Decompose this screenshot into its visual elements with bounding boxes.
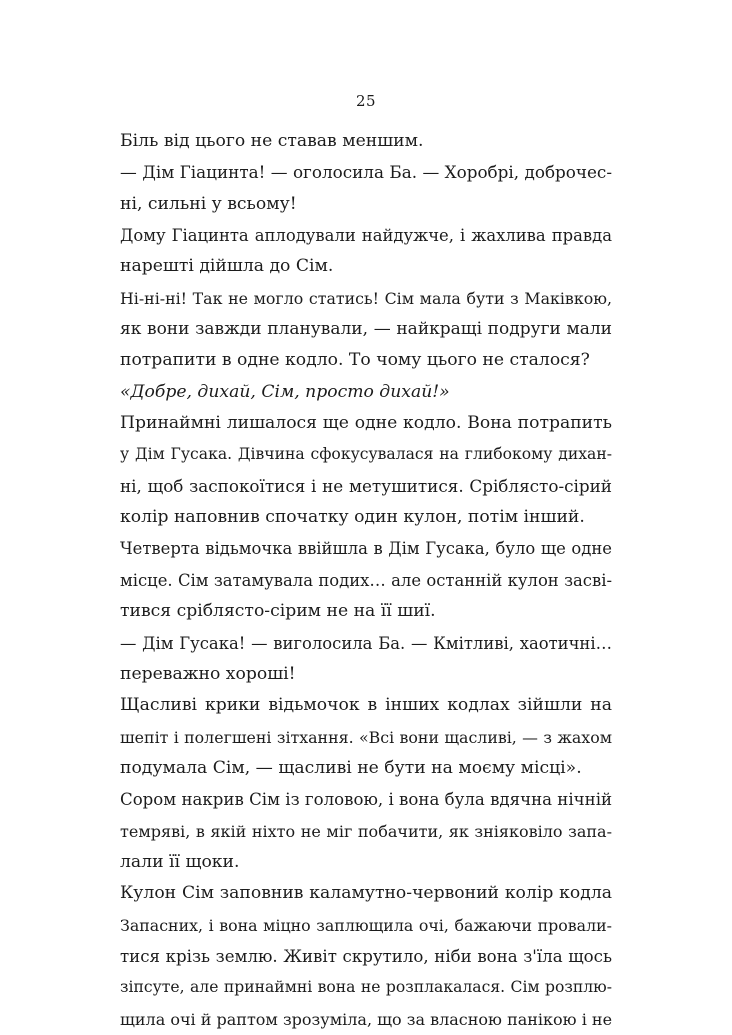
text-line: Запасних, і вона міцно заплющила очі, бажаючи провали-: [120, 915, 612, 935]
text-line: колір наповнив спочатку один кулон, потім інший.: [120, 507, 585, 528]
text-line: Дому Гіацинта аплодували найдужче, і жахлива правда: [120, 226, 612, 246]
body-text: [120, 126, 612, 1035]
text-line: Четверта відьмочка ввійшла в Дім Гусака, було ще одне: [120, 539, 612, 559]
text-line: лали її щоки.: [120, 851, 240, 872]
text-line: — Дім Гіацинта! — оголосила Ба. — Хоробрі, доброчес-: [120, 162, 612, 183]
page-number: 25: [355, 92, 377, 110]
text-line: темряві, в якій ніхто не міг побачити, як зніяковіло запа-: [120, 821, 612, 841]
text-line: переважно хороші!: [120, 663, 296, 684]
text-line: у Дім Гусака. Дівчина сфокусувалася на глибокому дихан-: [120, 445, 612, 464]
text-line: Ні-ні-ні! Так не могло статись! Сім мала бути з Маківкою,: [120, 288, 612, 308]
text-line: потрапити в одне кодло. То чому цього не сталося?: [120, 350, 590, 371]
text-line: ні, щоб заспокоїтися і не метушитися. Сріблясто-сірий: [120, 475, 612, 496]
text-line: нарешті дійшла до Сім.: [120, 256, 334, 277]
text-line: ні, сильні у всьому!: [120, 193, 297, 214]
text-line: тися крізь землю. Живіт скрутило, ніби вона з'їла щось: [120, 946, 612, 966]
text-line: Біль від цього не ставав меншим.: [120, 131, 424, 151]
text-line: «Добре, дихай, Сім, просто дихай!»: [120, 381, 450, 402]
text-line: шепіт і полегшені зітхання. «Всі вони щасливі, — з жахом: [120, 727, 612, 747]
text-line: Принаймні лишалося ще одне кодло. Вона потрапить: [120, 413, 612, 434]
text-line: Кулон Сім заповнив каламутно-червоний колір кодла: [120, 883, 612, 904]
text-line: як вони завжди планували, — найкращі подруги мали: [120, 319, 612, 340]
text-line: Сором накрив Сім із головою, і вона була вдячна нічній: [120, 790, 613, 810]
text-line: — Дім Гусака! — виголосила Ба. — Кмітливі, хаотичні…: [120, 633, 612, 653]
text-line: щила очі й раптом зрозуміла, що за власною панікою і не: [120, 1009, 613, 1029]
text-line: подумала Сім, — щасливі не бути на моєму місці».: [120, 757, 582, 778]
text-line: Щасливі крики відьмочок в інших кодлах зійшли на: [120, 695, 612, 716]
text-line: тився сріблясто-сірим не на її шиї.: [120, 601, 436, 622]
text-line: місце. Сім затамувала подих… але останній кулон засві-: [120, 570, 612, 590]
text-line: зіпсуте, але принаймні вона не розплакалася. Сім розплю-: [120, 978, 612, 997]
